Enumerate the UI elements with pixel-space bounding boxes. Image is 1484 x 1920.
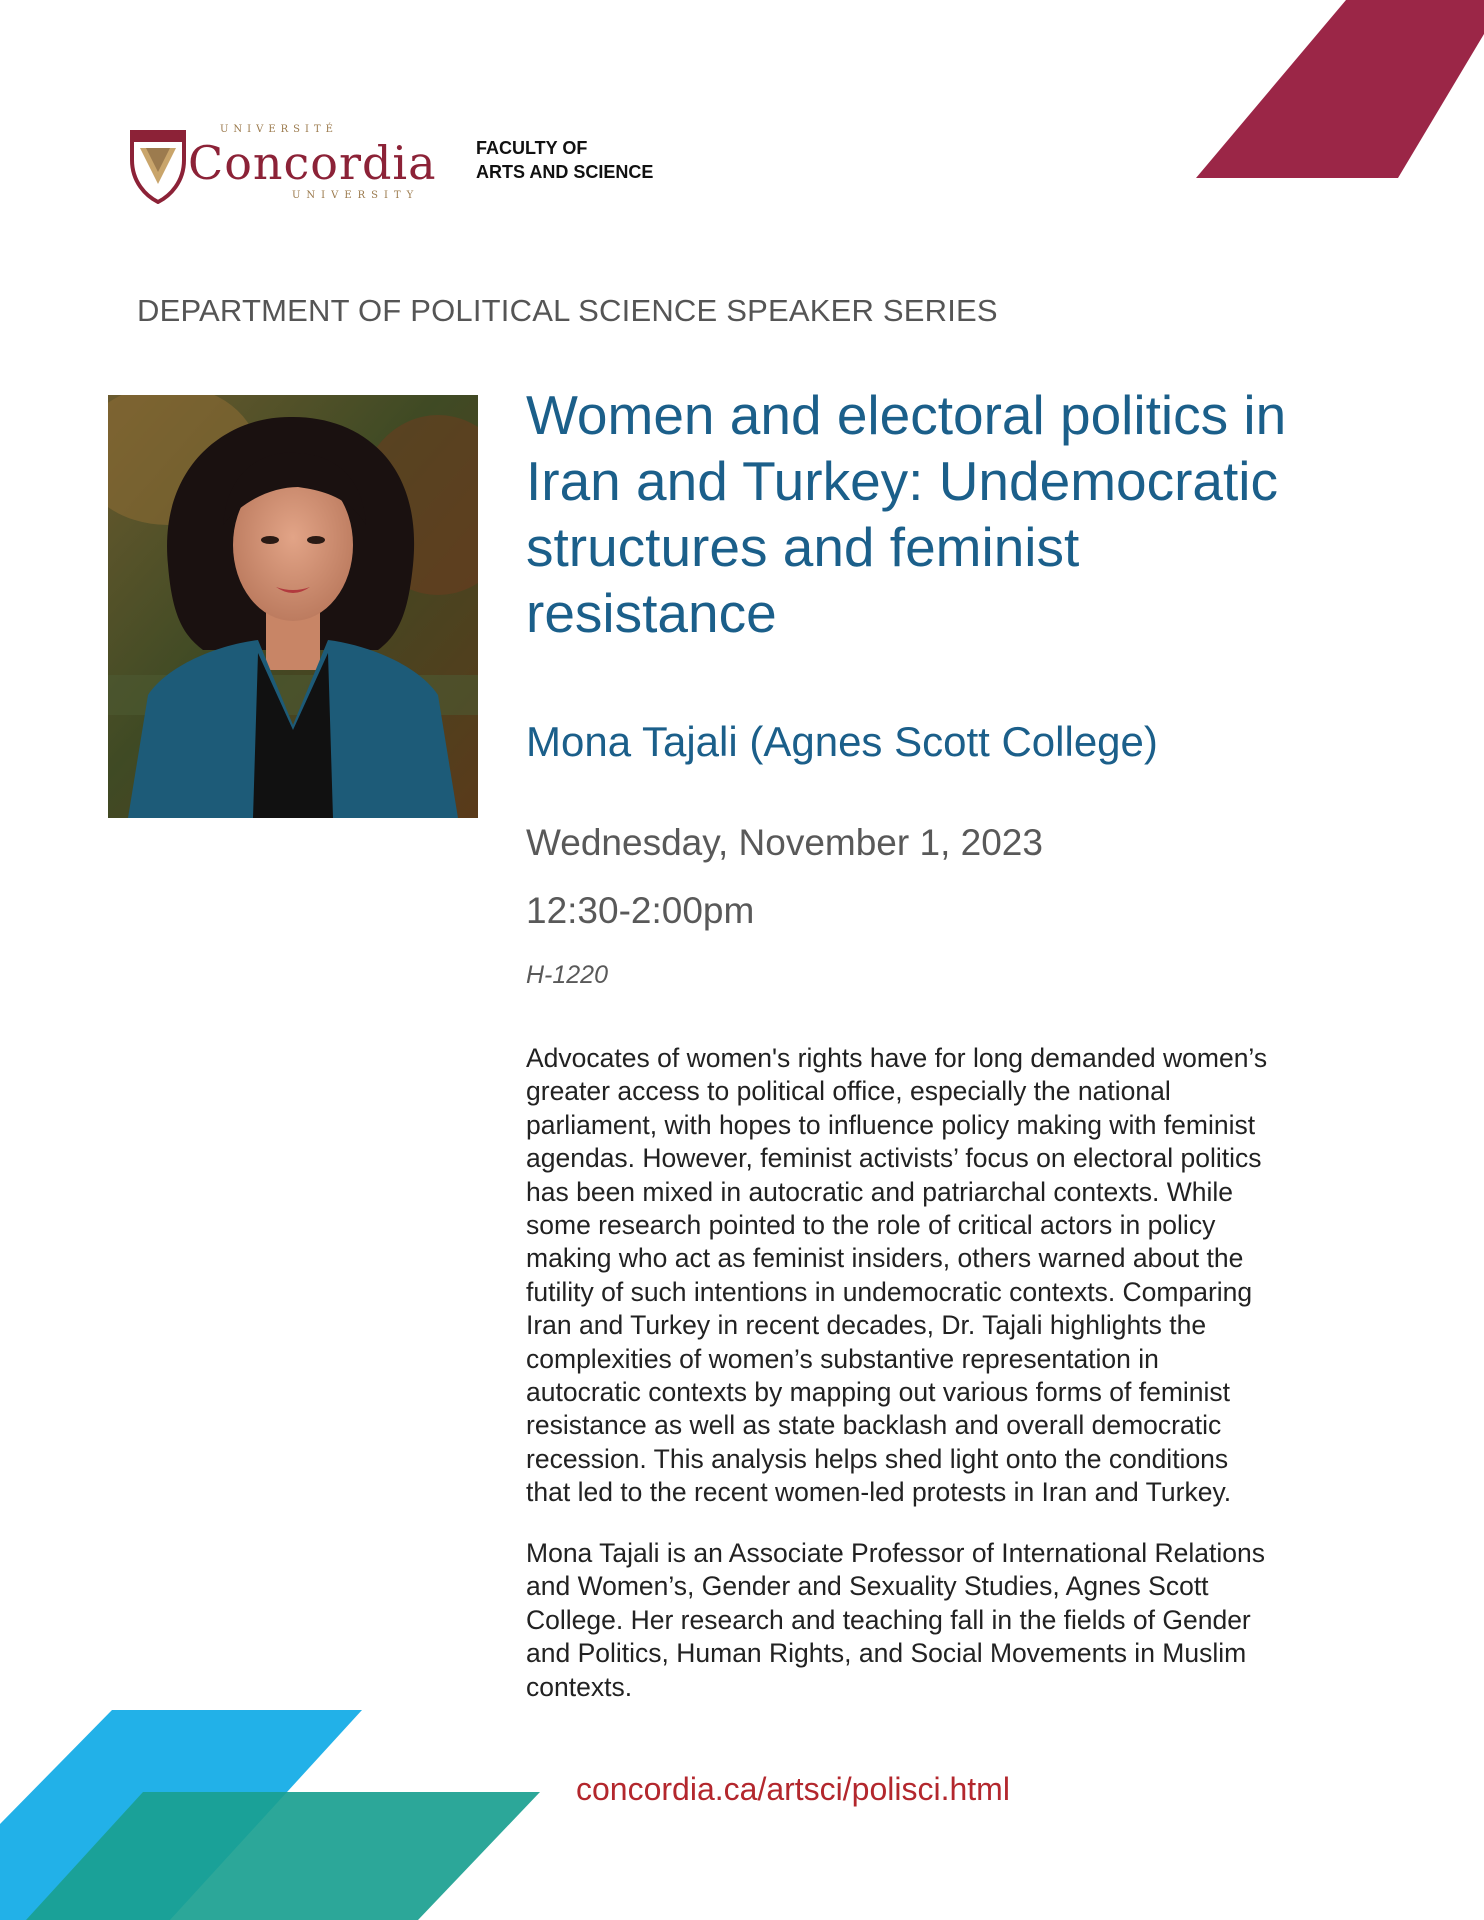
department-website-link[interactable]: concordia.ca/artsci/polisci.html <box>576 1771 1010 1807</box>
speaker-series-heading: DEPARTMENT OF POLITICAL SCIENCE SPEAKER SERIES <box>137 293 998 328</box>
title-line: Iran and Turkey: Undemocratic <box>526 450 1279 512</box>
abstract-line: Iran and Turkey in recent decades, Dr. Tajali highlights the <box>526 1310 1207 1341</box>
abstract-line: making who act as feminist insiders, others warned about the <box>526 1243 1244 1274</box>
concordia-logo <box>124 122 454 208</box>
bio-line: College. Her research and teaching fall in the fields of Gender <box>526 1604 1251 1635</box>
abstract-line: agendas. However, feminist activists’ focus on electoral politics <box>526 1143 1262 1174</box>
event-room: H-1220 <box>526 961 608 989</box>
faculty-line-1: FACULTY OF <box>476 138 588 158</box>
abstract-line: some research pointed to the role of critical actors in policy <box>526 1210 1216 1241</box>
abstract-line: parliament, with hopes to influence policy making with feminist <box>526 1109 1256 1140</box>
maroon-corner-shape <box>1196 0 1484 178</box>
abstract-line: complexities of women’s substantive representation in <box>526 1343 1159 1374</box>
abstract-line: greater access to political office, especially the national <box>526 1076 1171 1107</box>
event-title <box>526 382 1376 646</box>
abstract-line: Advocates of women's rights have for long demanded women’s <box>526 1043 1268 1073</box>
abstract-line: autocratic contexts by mapping out various forms of feminist <box>526 1377 1231 1408</box>
abstract-line: futility of such intentions in undemocratic contexts. Comparing <box>526 1276 1253 1307</box>
concordia-shield-icon <box>130 126 186 204</box>
title-line: Women and electoral politics in <box>526 384 1287 446</box>
blue-teal-corner-shapes <box>0 1700 560 1920</box>
faculty-name <box>476 136 716 184</box>
abstract-paragraph <box>526 1042 1386 1510</box>
abstract-line: resistance as well as state backlash and overall democratic <box>526 1410 1222 1441</box>
logo-bottom-text: UNIVERSITY <box>292 190 420 201</box>
bio-line: and Politics, Human Rights, and Social Movements in Muslim <box>526 1638 1247 1669</box>
speaker-portrait <box>108 395 478 818</box>
bio-line: Mona Tajali is an Associate Professor of International Relations <box>526 1538 1265 1568</box>
bio-line: and Women’s, Gender and Sexuality Studies, Agnes Scott <box>526 1571 1209 1602</box>
event-time: 12:30-2:00pm <box>526 890 755 931</box>
title-line: resistance <box>526 582 777 644</box>
title-line: structures and feminist <box>526 516 1080 578</box>
speaker-bio-paragraph <box>526 1537 1386 1704</box>
abstract-line: that led to the recent women-led protests in Iran and Turkey. <box>526 1477 1232 1508</box>
faculty-line-2: ARTS AND SCIENCE <box>476 162 654 182</box>
abstract-line: has been mixed in autocratic and patriarchal contexts. While <box>526 1176 1234 1207</box>
speaker-name: Mona Tajali (Agnes Scott College) <box>526 718 1158 765</box>
logo-wordmark: Concordia <box>188 136 437 190</box>
bio-line: contexts. <box>526 1671 633 1702</box>
abstract-line: recession. This analysis helps shed light onto the conditions <box>526 1443 1229 1474</box>
logo-top-text: UNIVERSITÉ <box>220 124 338 135</box>
event-date: Wednesday, November 1, 2023 <box>526 822 1043 863</box>
